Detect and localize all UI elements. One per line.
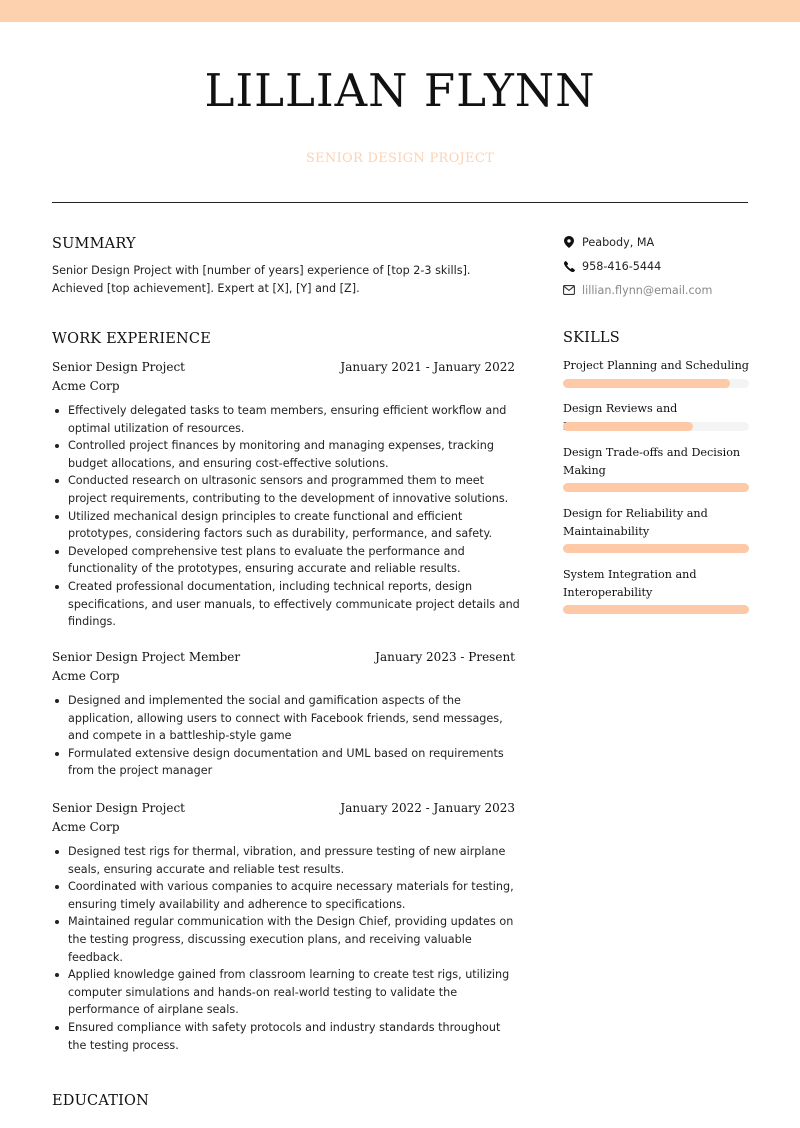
list-item: Ensured compliance with safety protocols and industry standards throughout the testing process. [52, 1019, 522, 1054]
job-dates: January 2023 - Present [375, 650, 515, 664]
summary-heading: SUMMARY [52, 236, 136, 252]
list-item: Controlled project finances by monitoring and managing expenses, tracking budget allocations, and ensuring cost-effective solutions. [52, 437, 522, 472]
skill-name: Design for Reliability and Maintainability [563, 507, 708, 538]
skill-level-bar [563, 422, 749, 431]
skill-level-fill [563, 422, 693, 431]
location-text: Peabody, MA [582, 235, 655, 249]
skill-level-bar [563, 544, 749, 553]
skill-item [563, 444, 749, 479]
list-item: Coordinated with various companies to acquire necessary materials for testing, ensuring timely availability and adherence to specifications. [52, 878, 522, 913]
phone-icon [563, 260, 575, 272]
skill-level-fill [563, 544, 749, 553]
skill-level-bar [563, 379, 749, 388]
job-title: Senior Design Project Member [52, 650, 241, 664]
job-bullets [52, 402, 522, 631]
email-link[interactable]: lillian.flynn@email.com [582, 283, 713, 297]
map-pin-icon [563, 236, 575, 248]
phone-text: 958-416-5444 [582, 259, 662, 273]
list-item: Created professional documentation, including technical reports, design specifications, and user manuals, to effectively communicate project details and findings. [52, 578, 522, 631]
job-company: Acme Corp [52, 379, 120, 393]
skill-level-bar [563, 483, 749, 492]
contact-email[interactable] [563, 282, 712, 298]
summary-text: Senior Design Project with [number of years] experience of [top 2-3 skills]. Achieved [top achievement]. Expert at [X], [Y] and [Z]. [52, 264, 471, 295]
skill-name: Project Planning and Scheduling [563, 359, 749, 372]
job-title: Senior Design Project [52, 801, 186, 815]
list-item: Designed and implemented the social and gamification aspects of the application, allowing users to connect with Facebook friends, send messages, and compete in a battleship-style game [52, 692, 522, 745]
list-item: Designed test rigs for thermal, vibration, and pressure testing of new airplane seals, ensuring accurate and reliable test results. [52, 843, 522, 878]
top-accent-band [0, 0, 800, 22]
skill-level-fill [563, 379, 730, 388]
skill-item [563, 505, 749, 540]
skill-name: Design Reviews and [563, 402, 678, 415]
job-bullets [52, 692, 522, 780]
job-bullets [52, 843, 522, 1054]
skill-item [563, 400, 749, 435]
list-item: Effectively delegated tasks to team members, ensuring efficient workflow and optimal utilization of resources. [52, 402, 522, 437]
skill-name: Design Trade-offs and Decision Making [563, 446, 741, 477]
skill-level-fill [563, 605, 749, 614]
list-item: Utilized mechanical design principles to create functional and efficient prototypes, considering factors such as durability, performance, and safety. [52, 508, 522, 543]
candidate-name: LILLIAN FLYNN [204, 64, 596, 117]
job-subtitle: SENIOR DESIGN PROJECT [305, 151, 495, 166]
job-title: Senior Design Project [52, 360, 186, 374]
skill-level-bar [563, 605, 749, 614]
skill-name: System Integration and Interoperability [563, 568, 697, 599]
job-company: Acme Corp [52, 669, 120, 683]
work-experience-heading: WORK EXPERIENCE [52, 331, 211, 347]
list-item: Maintained regular communication with the Design Chief, providing updates on the testing progress, discussing execution plans, and receiving valuable feedback. [52, 913, 522, 966]
skills-heading: SKILLS [563, 330, 620, 346]
skill-item [563, 357, 749, 375]
list-item: Developed comprehensive test plans to evaluate the performance and functionality of the prototypes, ensuring accurate and reliable results. [52, 543, 522, 578]
header-divider [52, 202, 748, 203]
job-dates: January 2022 - January 2023 [340, 801, 515, 815]
envelope-icon [563, 284, 575, 296]
skill-item [563, 566, 749, 601]
job-company: Acme Corp [52, 820, 120, 834]
contact-location [563, 234, 654, 250]
list-item: Formulated extensive design documentation and UML based on requirements from the project manager [52, 745, 522, 780]
list-item: Applied knowledge gained from classroom learning to create test rigs, utilizing computer simulations and hands-on real-world testing to validate the performance of airplane seals. [52, 966, 522, 1019]
contact-phone [563, 258, 661, 274]
education-heading: EDUCATION [52, 1093, 149, 1109]
list-item: Conducted research on ultrasonic sensors and programmed them to meet project requirements, contributing to the development of innovative solutions. [52, 472, 522, 507]
job-dates: January 2021 - January 2022 [340, 360, 515, 374]
skill-level-fill [563, 483, 749, 492]
